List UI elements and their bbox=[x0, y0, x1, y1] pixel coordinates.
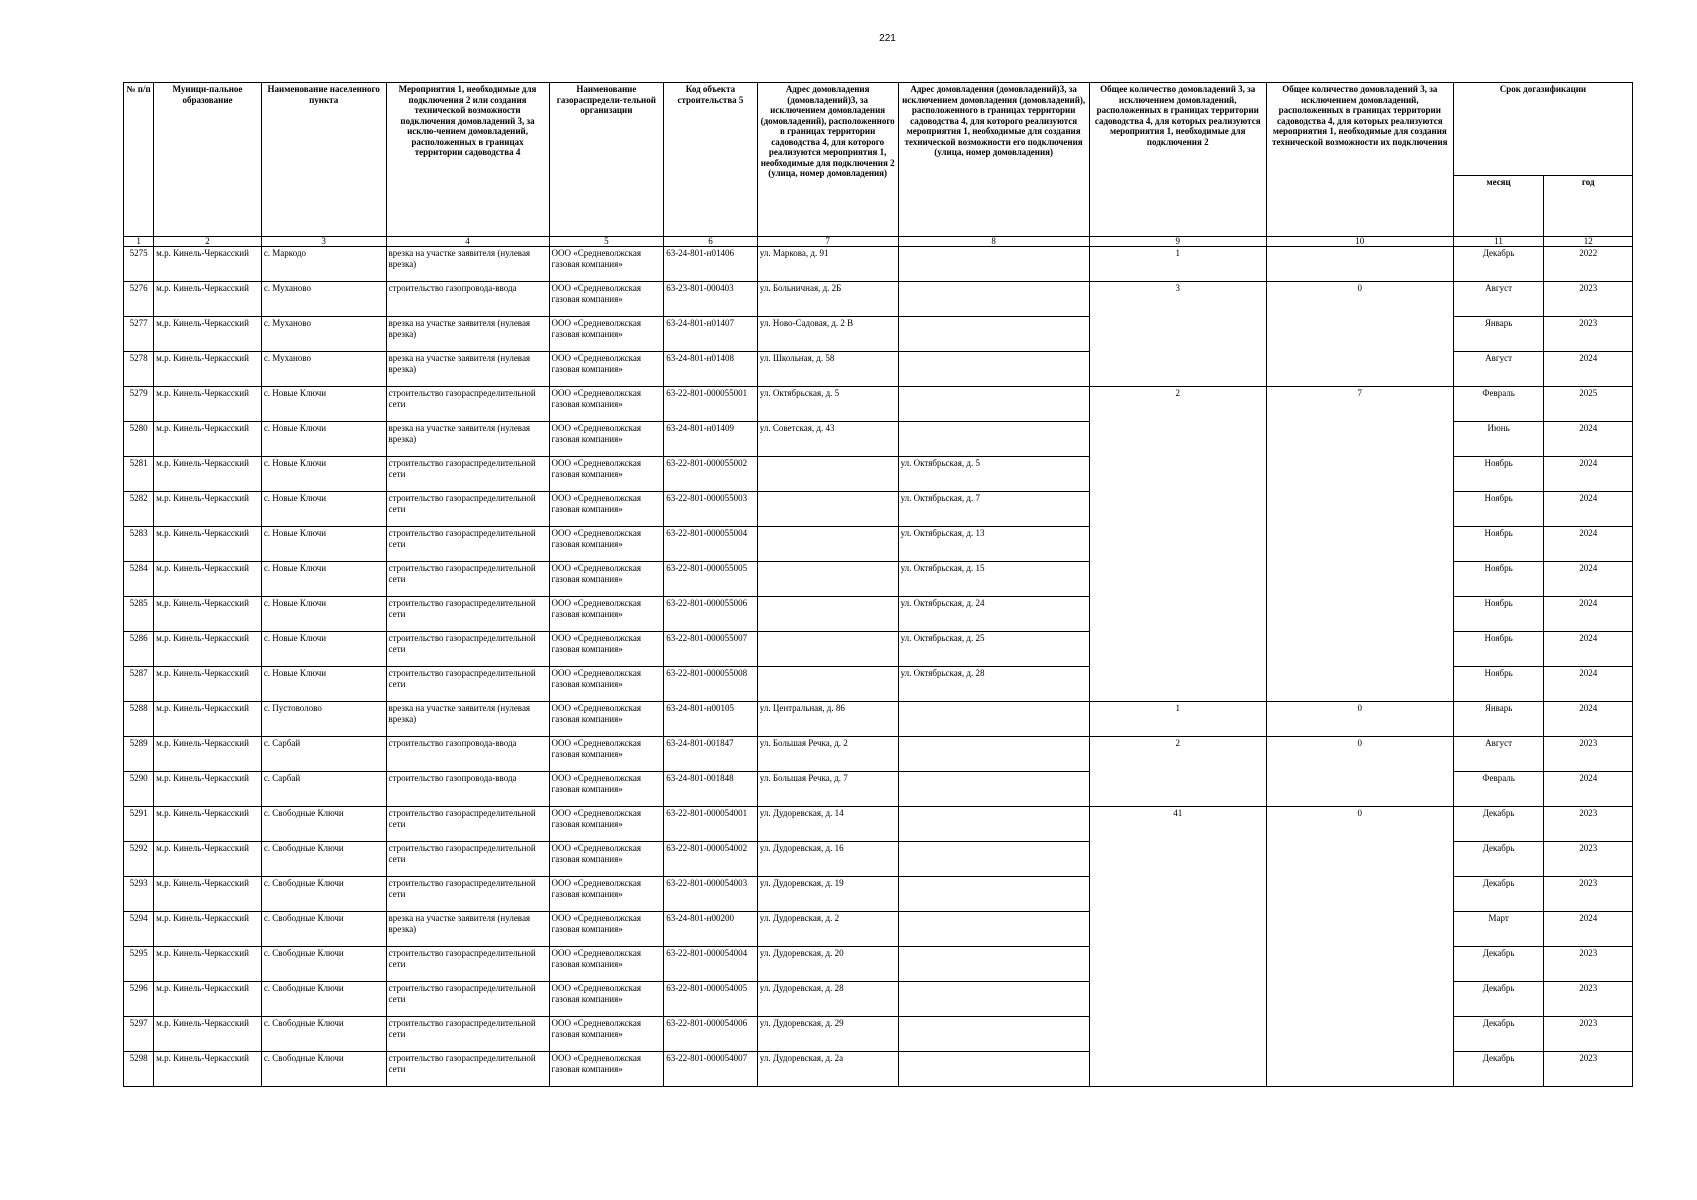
count-technical-cell: 0 bbox=[1266, 282, 1453, 387]
settlement-cell: с. Сарбай bbox=[261, 772, 386, 807]
municipality-cell: м.р. Кинель-Черкасский bbox=[154, 912, 262, 947]
municipality-cell: м.р. Кинель-Черкасский bbox=[154, 457, 262, 492]
table-row bbox=[124, 282, 1633, 317]
municipality-cell: м.р. Кинель-Черкасский bbox=[154, 352, 262, 387]
organization-cell: ООО «Средневолжская газовая компания» bbox=[549, 282, 664, 317]
row-number: 5278 bbox=[124, 352, 154, 387]
column-number: 12 bbox=[1544, 237, 1633, 247]
municipality-cell: м.р. Кинель-Черкасский bbox=[154, 1052, 262, 1087]
settlement-cell: с. Свободные Ключи bbox=[261, 947, 386, 982]
address-connection-cell: ул. Дудоревская, д. 28 bbox=[757, 982, 898, 1017]
year-cell: 2023 bbox=[1544, 737, 1633, 772]
address-technical-cell bbox=[898, 387, 1089, 422]
month-cell: Декабрь bbox=[1453, 842, 1544, 877]
settlement-cell: с. Новые Ключи bbox=[261, 527, 386, 562]
address-connection-cell bbox=[757, 597, 898, 632]
header-municipality: Муници-пальное образование bbox=[154, 83, 262, 237]
year-cell: 2024 bbox=[1544, 562, 1633, 597]
address-technical-cell bbox=[898, 317, 1089, 352]
month-cell: Январь bbox=[1453, 317, 1544, 352]
month-cell: Ноябрь bbox=[1453, 527, 1544, 562]
event-cell: строительство газораспределительной сети bbox=[386, 597, 549, 632]
year-cell: 2024 bbox=[1544, 457, 1633, 492]
row-number: 5281 bbox=[124, 457, 154, 492]
municipality-cell: м.р. Кинель-Черкасский bbox=[154, 737, 262, 772]
address-technical-cell bbox=[898, 807, 1089, 842]
municipality-cell: м.р. Кинель-Черкасский bbox=[154, 492, 262, 527]
organization-cell: ООО «Средневолжская газовая компания» bbox=[549, 632, 664, 667]
settlement-cell: с. Свободные Ключи bbox=[261, 912, 386, 947]
organization-cell: ООО «Средневолжская газовая компания» bbox=[549, 527, 664, 562]
object-code-cell: 63-24-801-н01406 bbox=[664, 247, 758, 282]
organization-cell: ООО «Средневолжская газовая компания» bbox=[549, 842, 664, 877]
object-code-cell: 63-22-801-000054003 bbox=[664, 877, 758, 912]
event-cell: строительство газораспределительной сети bbox=[386, 947, 549, 982]
month-cell: Август bbox=[1453, 352, 1544, 387]
address-technical-cell bbox=[898, 772, 1089, 807]
object-code-cell: 63-22-801-000055002 bbox=[664, 457, 758, 492]
month-cell: Ноябрь bbox=[1453, 562, 1544, 597]
address-connection-cell bbox=[757, 632, 898, 667]
year-cell: 2023 bbox=[1544, 982, 1633, 1017]
address-technical-cell: ул. Октябрьская, д. 13 bbox=[898, 527, 1089, 562]
organization-cell: ООО «Средневолжская газовая компания» bbox=[549, 562, 664, 597]
year-cell: 2024 bbox=[1544, 667, 1633, 702]
object-code-cell: 63-24-801-001847 bbox=[664, 737, 758, 772]
row-number: 5296 bbox=[124, 982, 154, 1017]
event-cell: строительство газораспределительной сети bbox=[386, 667, 549, 702]
count-connection-cell: 3 bbox=[1089, 282, 1266, 387]
organization-cell: ООО «Средневолжская газовая компания» bbox=[549, 772, 664, 807]
row-number: 5297 bbox=[124, 1017, 154, 1052]
address-technical-cell bbox=[898, 1017, 1089, 1052]
address-technical-cell: ул. Октябрьская, д. 5 bbox=[898, 457, 1089, 492]
row-number: 5291 bbox=[124, 807, 154, 842]
address-connection-cell: ул. Школьная, д. 58 bbox=[757, 352, 898, 387]
organization-cell: ООО «Средневолжская газовая компания» bbox=[549, 457, 664, 492]
object-code-cell: 63-24-801-н00200 bbox=[664, 912, 758, 947]
settlement-cell: с. Муханово bbox=[261, 352, 386, 387]
event-cell: строительство газораспределительной сети bbox=[386, 387, 549, 422]
year-cell: 2023 bbox=[1544, 1017, 1633, 1052]
settlement-cell: с. Муханово bbox=[261, 317, 386, 352]
organization-cell: ООО «Средневолжская газовая компания» bbox=[549, 877, 664, 912]
row-number: 5289 bbox=[124, 737, 154, 772]
event-cell: строительство газораспределительной сети bbox=[386, 632, 549, 667]
event-cell: врезка на участке заявителя (нулевая врезка) bbox=[386, 422, 549, 457]
month-cell: Февраль bbox=[1453, 387, 1544, 422]
object-code-cell: 63-23-801-000403 bbox=[664, 282, 758, 317]
count-connection-cell: 2 bbox=[1089, 737, 1266, 807]
header-object-code: Код объекта строительства 5 bbox=[664, 83, 758, 237]
address-technical-cell: ул. Октябрьская, д. 7 bbox=[898, 492, 1089, 527]
month-cell: Ноябрь bbox=[1453, 632, 1544, 667]
settlement-cell: с. Новые Ключи bbox=[261, 457, 386, 492]
gasification-table bbox=[123, 82, 1633, 1087]
organization-cell: ООО «Средневолжская газовая компания» bbox=[549, 492, 664, 527]
row-number: 5294 bbox=[124, 912, 154, 947]
row-number: 5293 bbox=[124, 877, 154, 912]
address-connection-cell bbox=[757, 527, 898, 562]
settlement-cell: с. Новые Ключи bbox=[261, 422, 386, 457]
settlement-cell: с. Свободные Ключи bbox=[261, 807, 386, 842]
municipality-cell: м.р. Кинель-Черкасский bbox=[154, 387, 262, 422]
settlement-cell: с. Новые Ключи bbox=[261, 562, 386, 597]
municipality-cell: м.р. Кинель-Черкасский bbox=[154, 317, 262, 352]
table-row bbox=[124, 702, 1633, 737]
address-connection-cell: ул. Дудоревская, д. 19 bbox=[757, 877, 898, 912]
row-number: 5284 bbox=[124, 562, 154, 597]
settlement-cell: с. Пустоволово bbox=[261, 702, 386, 737]
organization-cell: ООО «Средневолжская газовая компания» bbox=[549, 352, 664, 387]
object-code-cell: 63-22-801-000054001 bbox=[664, 807, 758, 842]
column-number: 3 bbox=[261, 237, 386, 247]
municipality-cell: м.р. Кинель-Черкасский bbox=[154, 842, 262, 877]
address-connection-cell: ул. Ново-Садовая, д. 2 В bbox=[757, 317, 898, 352]
event-cell: строительство газораспределительной сети bbox=[386, 492, 549, 527]
address-connection-cell: ул. Дудоревская, д. 2 bbox=[757, 912, 898, 947]
page-number: 221 bbox=[879, 33, 896, 44]
month-cell: Март bbox=[1453, 912, 1544, 947]
year-cell: 2023 bbox=[1544, 317, 1633, 352]
event-cell: строительство газораспределительной сети bbox=[386, 842, 549, 877]
row-number: 5286 bbox=[124, 632, 154, 667]
column-number: 11 bbox=[1453, 237, 1544, 247]
organization-cell: ООО «Средневолжская газовая компания» bbox=[549, 807, 664, 842]
address-connection-cell bbox=[757, 667, 898, 702]
count-technical-cell: 0 bbox=[1266, 807, 1453, 1087]
table-row bbox=[124, 387, 1633, 422]
object-code-cell: 63-24-801-н00105 bbox=[664, 702, 758, 737]
organization-cell: ООО «Средневолжская газовая компания» bbox=[549, 982, 664, 1017]
address-technical-cell bbox=[898, 247, 1089, 282]
year-cell: 2025 bbox=[1544, 387, 1633, 422]
organization-cell: ООО «Средневолжская газовая компания» bbox=[549, 387, 664, 422]
organization-cell: ООО «Средневолжская газовая компания» bbox=[549, 947, 664, 982]
object-code-cell: 63-22-801-000054002 bbox=[664, 842, 758, 877]
address-connection-cell: ул. Маркова, д. 91 bbox=[757, 247, 898, 282]
settlement-cell: с. Новые Ключи bbox=[261, 387, 386, 422]
organization-cell: ООО «Средневолжская газовая компания» bbox=[549, 737, 664, 772]
settlement-cell: с. Свободные Ключи bbox=[261, 877, 386, 912]
municipality-cell: м.р. Кинель-Черкасский bbox=[154, 422, 262, 457]
month-cell: Декабрь bbox=[1453, 982, 1544, 1017]
event-cell: врезка на участке заявителя (нулевая врезка) bbox=[386, 702, 549, 737]
address-technical-cell bbox=[898, 352, 1089, 387]
column-number: 7 bbox=[757, 237, 898, 247]
month-cell: Декабрь bbox=[1453, 877, 1544, 912]
organization-cell: ООО «Средневолжская газовая компания» bbox=[549, 597, 664, 632]
row-number: 5290 bbox=[124, 772, 154, 807]
header-settlement: Наименование населенного пункта bbox=[261, 83, 386, 237]
address-connection-cell: ул. Октябрьская, д. 5 bbox=[757, 387, 898, 422]
address-technical-cell bbox=[898, 947, 1089, 982]
municipality-cell: м.р. Кинель-Черкасский bbox=[154, 632, 262, 667]
year-cell: 2024 bbox=[1544, 422, 1633, 457]
year-cell: 2024 bbox=[1544, 702, 1633, 737]
column-number: 5 bbox=[549, 237, 664, 247]
address-connection-cell bbox=[757, 562, 898, 597]
month-cell: Декабрь bbox=[1453, 1017, 1544, 1052]
municipality-cell: м.р. Кинель-Черкасский bbox=[154, 597, 262, 632]
municipality-cell: м.р. Кинель-Черкасский bbox=[154, 947, 262, 982]
year-cell: 2024 bbox=[1544, 772, 1633, 807]
address-technical-cell bbox=[898, 912, 1089, 947]
year-cell: 2022 bbox=[1544, 247, 1633, 282]
organization-cell: ООО «Средневолжская газовая компания» bbox=[549, 912, 664, 947]
address-connection-cell: ул. Больничная, д. 2Б bbox=[757, 282, 898, 317]
address-technical-cell: ул. Октябрьская, д. 24 bbox=[898, 597, 1089, 632]
settlement-cell: с. Новые Ключи bbox=[261, 632, 386, 667]
municipality-cell: м.р. Кинель-Черкасский bbox=[154, 982, 262, 1017]
month-cell: Август bbox=[1453, 737, 1544, 772]
organization-cell: ООО «Средневолжская газовая компания» bbox=[549, 1052, 664, 1087]
municipality-cell: м.р. Кинель-Черкасский bbox=[154, 562, 262, 597]
row-number: 5295 bbox=[124, 947, 154, 982]
object-code-cell: 63-22-801-000055003 bbox=[664, 492, 758, 527]
year-cell: 2024 bbox=[1544, 352, 1633, 387]
object-code-cell: 63-24-801-н01408 bbox=[664, 352, 758, 387]
settlement-cell: с. Маркодо bbox=[261, 247, 386, 282]
municipality-cell: м.р. Кинель-Черкасский bbox=[154, 877, 262, 912]
event-cell: строительство газопровода-ввода bbox=[386, 737, 549, 772]
column-number: 8 bbox=[898, 237, 1089, 247]
object-code-cell: 63-22-801-000055008 bbox=[664, 667, 758, 702]
row-number: 5279 bbox=[124, 387, 154, 422]
header-address-connection: Адрес домовладения (домовладений)3, за исключением домовладения (домовладений), расположенного в границах территории садоводства 4, для которого реализуются мероприятия 1, необходимые для подключения 2 (улица, номер домовладения) bbox=[757, 83, 898, 237]
event-cell: врезка на участке заявителя (нулевая врезка) bbox=[386, 912, 549, 947]
object-code-cell: 63-22-801-000054007 bbox=[664, 1052, 758, 1087]
object-code-cell: 63-22-801-000055006 bbox=[664, 597, 758, 632]
settlement-cell: с. Новые Ключи bbox=[261, 597, 386, 632]
organization-cell: ООО «Средневолжская газовая компания» bbox=[549, 247, 664, 282]
row-number: 5280 bbox=[124, 422, 154, 457]
month-cell: Декабрь bbox=[1453, 247, 1544, 282]
row-number: 5275 bbox=[124, 247, 154, 282]
row-number: 5283 bbox=[124, 527, 154, 562]
year-cell: 2023 bbox=[1544, 1052, 1633, 1087]
year-cell: 2024 bbox=[1544, 492, 1633, 527]
count-technical-cell bbox=[1266, 247, 1453, 282]
header-events: Мероприятия 1, необходимые для подключения 2 или создания технической возможности подключения домовладений 3, за исклю-чением домовладений, расположенных в границах территории садоводства 4 bbox=[386, 83, 549, 237]
count-connection-cell: 1 bbox=[1089, 702, 1266, 737]
count-technical-cell: 0 bbox=[1266, 702, 1453, 737]
object-code-cell: 63-24-801-н01409 bbox=[664, 422, 758, 457]
row-number: 5277 bbox=[124, 317, 154, 352]
settlement-cell: с. Новые Ключи bbox=[261, 492, 386, 527]
event-cell: строительство газораспределительной сети bbox=[386, 457, 549, 492]
event-cell: врезка на участке заявителя (нулевая врезка) bbox=[386, 247, 549, 282]
organization-cell: ООО «Средневолжская газовая компания» bbox=[549, 1017, 664, 1052]
month-cell: Февраль bbox=[1453, 772, 1544, 807]
month-cell: Ноябрь bbox=[1453, 667, 1544, 702]
row-number: 5285 bbox=[124, 597, 154, 632]
month-cell: Декабрь bbox=[1453, 1052, 1544, 1087]
year-cell: 2023 bbox=[1544, 807, 1633, 842]
settlement-cell: с. Новые Ключи bbox=[261, 667, 386, 702]
event-cell: строительство газораспределительной сети bbox=[386, 982, 549, 1017]
count-technical-cell: 7 bbox=[1266, 387, 1453, 702]
settlement-cell: с. Свободные Ключи bbox=[261, 1052, 386, 1087]
event-cell: строительство газораспределительной сети bbox=[386, 877, 549, 912]
column-number: 1 bbox=[124, 237, 154, 247]
year-cell: 2024 bbox=[1544, 632, 1633, 667]
object-code-cell: 63-22-801-000055007 bbox=[664, 632, 758, 667]
column-number: 6 bbox=[664, 237, 758, 247]
row-number: 5292 bbox=[124, 842, 154, 877]
month-cell: Декабрь bbox=[1453, 947, 1544, 982]
table-row bbox=[124, 807, 1633, 842]
month-cell: Август bbox=[1453, 282, 1544, 317]
event-cell: строительство газораспределительной сети bbox=[386, 807, 549, 842]
month-cell: Декабрь bbox=[1453, 807, 1544, 842]
count-connection-cell: 41 bbox=[1089, 807, 1266, 1087]
address-technical-cell: ул. Октябрьская, д. 25 bbox=[898, 632, 1089, 667]
address-connection-cell: ул. Советская, д. 43 bbox=[757, 422, 898, 457]
address-connection-cell: ул. Дудоревская, д. 14 bbox=[757, 807, 898, 842]
year-cell: 2023 bbox=[1544, 842, 1633, 877]
month-cell: Июнь bbox=[1453, 422, 1544, 457]
municipality-cell: м.р. Кинель-Черкасский bbox=[154, 1017, 262, 1052]
header-year: год bbox=[1544, 176, 1633, 237]
header-address-technical: Адрес домовладения (домовладений)3, за исключением домовладения (домовладений), расположенного в границах территории садоводства 4, для которого реализуются мероприятия 1, необходимые для создания технической возможности его подключения (улица, номер домовладения) bbox=[898, 83, 1089, 237]
municipality-cell: м.р. Кинель-Черкасский bbox=[154, 247, 262, 282]
address-technical-cell: ул. Октябрьская, д. 15 bbox=[898, 562, 1089, 597]
settlement-cell: с. Муханово bbox=[261, 282, 386, 317]
address-connection-cell bbox=[757, 457, 898, 492]
object-code-cell: 63-24-801-001848 bbox=[664, 772, 758, 807]
municipality-cell: м.р. Кинель-Черкасский bbox=[154, 807, 262, 842]
object-code-cell: 63-22-801-000054005 bbox=[664, 982, 758, 1017]
municipality-cell: м.р. Кинель-Черкасский bbox=[154, 282, 262, 317]
table-row bbox=[124, 737, 1633, 772]
address-connection-cell: ул. Центральная, д. 86 bbox=[757, 702, 898, 737]
header-month: месяц bbox=[1453, 176, 1544, 237]
municipality-cell: м.р. Кинель-Черкасский bbox=[154, 667, 262, 702]
address-connection-cell: ул. Дудоревская, д. 16 bbox=[757, 842, 898, 877]
column-number: 10 bbox=[1266, 237, 1453, 247]
settlement-cell: с. Свободные Ключи bbox=[261, 982, 386, 1017]
address-technical-cell bbox=[898, 282, 1089, 317]
address-technical-cell: ул. Октябрьская, д. 28 bbox=[898, 667, 1089, 702]
event-cell: строительство газораспределительной сети bbox=[386, 1052, 549, 1087]
settlement-cell: с. Свободные Ключи bbox=[261, 1017, 386, 1052]
year-cell: 2024 bbox=[1544, 912, 1633, 947]
address-connection-cell: ул. Дудоревская, д. 2а bbox=[757, 1052, 898, 1087]
address-technical-cell bbox=[898, 982, 1089, 1017]
object-code-cell: 63-24-801-н01407 bbox=[664, 317, 758, 352]
event-cell: строительство газораспределительной сети bbox=[386, 1017, 549, 1052]
row-number: 5298 bbox=[124, 1052, 154, 1087]
object-code-cell: 63-22-801-000054006 bbox=[664, 1017, 758, 1052]
address-connection-cell bbox=[757, 492, 898, 527]
column-number: 4 bbox=[386, 237, 549, 247]
object-code-cell: 63-22-801-000055004 bbox=[664, 527, 758, 562]
year-cell: 2024 bbox=[1544, 527, 1633, 562]
column-number: 2 bbox=[154, 237, 262, 247]
header-number: № п/п bbox=[124, 83, 154, 237]
address-connection-cell: ул. Большая Речка, д. 2 bbox=[757, 737, 898, 772]
table-row bbox=[124, 247, 1633, 282]
column-number: 9 bbox=[1089, 237, 1266, 247]
address-connection-cell: ул. Дудоревская, д. 20 bbox=[757, 947, 898, 982]
year-cell: 2023 bbox=[1544, 282, 1633, 317]
settlement-cell: с. Сарбай bbox=[261, 737, 386, 772]
address-technical-cell bbox=[898, 842, 1089, 877]
row-number: 5276 bbox=[124, 282, 154, 317]
address-technical-cell bbox=[898, 1052, 1089, 1087]
object-code-cell: 63-22-801-000055005 bbox=[664, 562, 758, 597]
municipality-cell: м.р. Кинель-Черкасский bbox=[154, 527, 262, 562]
header-count-technical: Общее количество домовладений 3, за исключением домовладений, расположенных в границах территории садоводства 4, для которых реализуются мероприятия 1, необходимые для создания технической возможности их подключения bbox=[1266, 83, 1453, 237]
row-number: 5287 bbox=[124, 667, 154, 702]
year-cell: 2023 bbox=[1544, 877, 1633, 912]
organization-cell: ООО «Средневолжская газовая компания» bbox=[549, 317, 664, 352]
count-connection-cell: 1 bbox=[1089, 247, 1266, 282]
event-cell: строительство газопровода-ввода bbox=[386, 282, 549, 317]
address-technical-cell bbox=[898, 737, 1089, 772]
event-cell: врезка на участке заявителя (нулевая врезка) bbox=[386, 352, 549, 387]
municipality-cell: м.р. Кинель-Черкасский bbox=[154, 772, 262, 807]
year-cell: 2023 bbox=[1544, 947, 1633, 982]
address-technical-cell bbox=[898, 422, 1089, 457]
address-technical-cell bbox=[898, 702, 1089, 737]
organization-cell: ООО «Средневолжская газовая компания» bbox=[549, 667, 664, 702]
count-connection-cell: 2 bbox=[1089, 387, 1266, 702]
address-connection-cell: ул. Дудоревская, д. 29 bbox=[757, 1017, 898, 1052]
month-cell: Ноябрь bbox=[1453, 457, 1544, 492]
header-deadline: Срок догазификации bbox=[1453, 83, 1632, 176]
municipality-cell: м.р. Кинель-Черкасский bbox=[154, 702, 262, 737]
count-technical-cell: 0 bbox=[1266, 737, 1453, 807]
address-technical-cell bbox=[898, 877, 1089, 912]
event-cell: строительство газораспределительной сети bbox=[386, 562, 549, 597]
event-cell: строительство газопровода-ввода bbox=[386, 772, 549, 807]
year-cell: 2024 bbox=[1544, 597, 1633, 632]
event-cell: врезка на участке заявителя (нулевая врезка) bbox=[386, 317, 549, 352]
column-numbers-row bbox=[124, 237, 1633, 247]
month-cell: Ноябрь bbox=[1453, 492, 1544, 527]
row-number: 5288 bbox=[124, 702, 154, 737]
header-count-connection: Общее количество домовладений 3, за исключением домовладений, расположенных в границах территории садоводства 4, для которых реализуются мероприятия 1, необходимые для подключения 2 bbox=[1089, 83, 1266, 237]
organization-cell: ООО «Средневолжская газовая компания» bbox=[549, 422, 664, 457]
month-cell: Ноябрь bbox=[1453, 597, 1544, 632]
address-connection-cell: ул. Большая Речка, д. 7 bbox=[757, 772, 898, 807]
month-cell: Январь bbox=[1453, 702, 1544, 737]
settlement-cell: с. Свободные Ключи bbox=[261, 842, 386, 877]
object-code-cell: 63-22-801-000055001 bbox=[664, 387, 758, 422]
header-organization: Наименование газораспредели-тельной организации bbox=[549, 83, 664, 237]
object-code-cell: 63-22-801-000054004 bbox=[664, 947, 758, 982]
event-cell: строительство газораспределительной сети bbox=[386, 527, 549, 562]
organization-cell: ООО «Средневолжская газовая компания» bbox=[549, 702, 664, 737]
row-number: 5282 bbox=[124, 492, 154, 527]
